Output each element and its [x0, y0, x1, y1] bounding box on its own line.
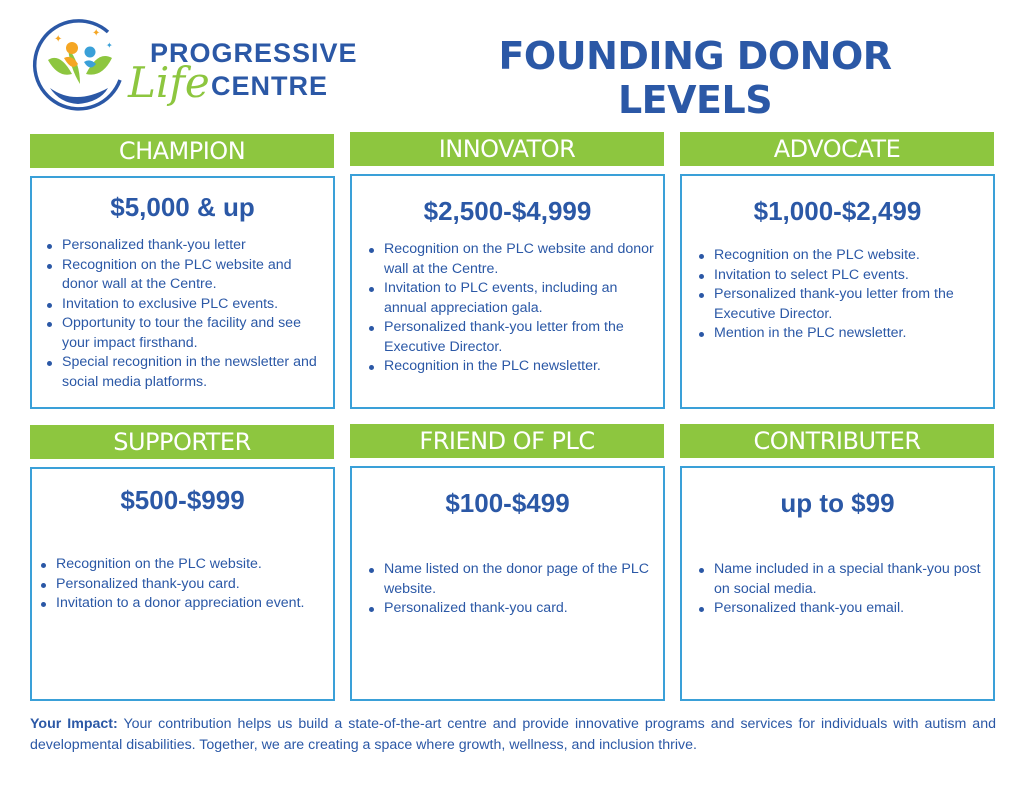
benefit-item: Personalized thank-you card.: [56, 575, 346, 595]
impact-label: Your Impact:: [30, 716, 118, 732]
tier-card-innovator: [350, 174, 665, 409]
tier-header-friend-of-plc: FRIEND OF PLC: [350, 424, 664, 458]
benefit-item: Opportunity to tour the facility and see your impact firsthand.: [62, 314, 330, 353]
page-title: FOUNDING DONOR LEVELS: [498, 34, 892, 122]
benefit-item: Name included in a special thank-you post on social media.: [714, 560, 986, 599]
tier-card-contributer: [680, 466, 995, 701]
logo: [28, 18, 358, 114]
svg-text:✦: ✦: [106, 41, 113, 50]
benefit-item: Personalized thank-you card.: [384, 599, 656, 619]
svg-text:✦: ✦: [54, 34, 63, 45]
benefit-item: Personalized thank-you letter from the Executive Director.: [384, 318, 656, 357]
tier-amount: $100-$499: [445, 488, 570, 518]
benefit-item: Invitation to select PLC events.: [714, 266, 986, 286]
tier-card-friend-of-plc: [350, 466, 665, 701]
benefit-item: Recognition in the PLC newsletter.: [384, 357, 656, 377]
benefit-item: Invitation to exclusive PLC events.: [62, 295, 330, 315]
tier-card-advocate: [680, 174, 995, 409]
benefit-item: Special recognition in the newsletter and social media platforms.: [62, 353, 330, 392]
benefit-item: Recognition on the PLC website and donor wall at the Centre.: [384, 240, 656, 279]
benefit-item: Personalized thank-you email.: [714, 599, 986, 619]
logo-text-centre: CENTRE: [211, 71, 329, 101]
tier-benefits-list: [684, 560, 986, 619]
tier-header-supporter: SUPPORTER: [30, 425, 334, 459]
logo-text-life: Life: [128, 58, 210, 107]
benefit-item: Recognition on the PLC website.: [56, 555, 346, 575]
tier-benefits-list: [354, 560, 656, 619]
benefit-item: Name listed on the donor page of the PLC website.: [384, 560, 656, 599]
tier-header-innovator: INNOVATOR: [350, 132, 664, 166]
svg-text:✦: ✦: [92, 28, 101, 39]
tier-header-advocate: ADVOCATE: [680, 132, 994, 166]
benefit-item: Recognition on the PLC website.: [714, 246, 986, 266]
impact-statement: [30, 714, 996, 756]
tier-card-supporter: [30, 467, 335, 701]
tier-card-champion: [30, 176, 335, 409]
benefit-item: Personalized thank-you letter: [62, 236, 330, 256]
tier-header-contributer: CONTRIBUTER: [680, 424, 994, 458]
tier-benefits-list: [26, 555, 346, 614]
logo-emblem-icon: [30, 18, 130, 114]
tier-amount: $500-$999: [120, 485, 245, 515]
benefit-item: Invitation to PLC events, including an annual appreciation gala.: [384, 279, 656, 318]
tier-benefits-list: [684, 246, 986, 344]
benefit-item: Invitation to a donor appreciation event.: [56, 594, 346, 614]
logo-text-progressive: PROGRESSIVE: [150, 38, 358, 68]
tier-amount: up to $99: [780, 488, 895, 518]
benefit-item: Personalized thank-you letter from the Executive Director.: [714, 285, 986, 324]
tier-amount: $5,000 & up: [110, 192, 255, 222]
benefit-item: Recognition on the PLC website and donor wall at the Centre.: [62, 256, 330, 295]
tier-header-champion: CHAMPION: [30, 134, 334, 168]
benefit-item: Mention in the PLC newsletter.: [714, 324, 986, 344]
tier-benefits-list: [354, 240, 656, 377]
tier-amount: $1,000-$2,499: [753, 196, 922, 226]
tier-benefits-list: [32, 236, 330, 392]
tier-amount: $2,500-$4,999: [423, 196, 592, 226]
impact-text: Your contribution helps us build a state-of-the-art centre and provide innovative programs and services for individuals with autism and developmental disabilities. Together, we are creating a space where growth, wellness, and inclusion thrive.: [30, 716, 996, 753]
